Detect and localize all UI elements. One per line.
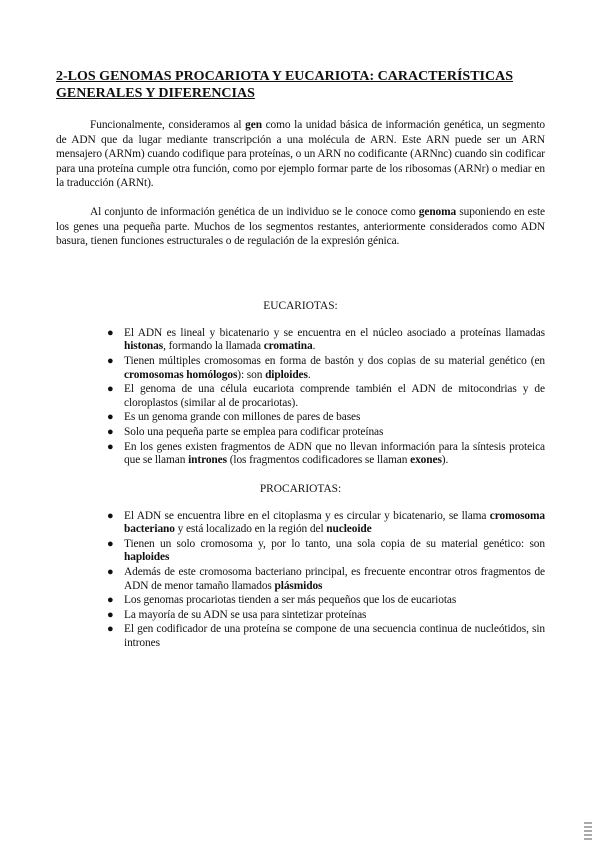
list-item	[107, 383, 545, 410]
bullet-icon: ●	[107, 623, 114, 636]
list-item	[107, 425, 545, 440]
bullet-icon: ●	[107, 509, 114, 522]
list-item	[107, 537, 545, 565]
intro-paragraph	[56, 205, 545, 249]
text-run: El ADN es lineal y bicatenario y se encuentra en el núcleo asociado a proteínas llamadas	[124, 326, 545, 339]
text-run: , formando la llamada	[163, 340, 264, 353]
text-run: Los genomas procariotas tienden a ser más pequeños que los de eucariotas	[124, 594, 457, 607]
bold-term: exones	[410, 454, 442, 467]
text-run: Al conjunto de información genética de un individuo se le conoce como	[90, 205, 419, 218]
list-item	[107, 566, 545, 593]
bold-term: haploides	[124, 551, 170, 564]
bullet-icon: ●	[107, 354, 114, 367]
bold-term: cromatina	[263, 340, 313, 353]
text-run: ).	[441, 454, 449, 467]
list-item	[107, 411, 545, 425]
bold-term: intrones	[188, 454, 227, 467]
bullet-icon: ●	[107, 608, 114, 621]
page-title: 2-LOS GENOMAS PROCARIOTA Y EUCARIOTA: CARACTERÍSTICAS GENERALES Y DIFERENCIAS	[56, 69, 513, 101]
text-run: Es un genoma grande con millones de pares de bases	[124, 411, 361, 424]
list-item	[107, 594, 545, 608]
bold-term: cromosoma bacteriano	[124, 509, 545, 536]
text-run: Además de este cromosoma bacteriano principal, es frecuente encontrar otros fragmentos de ADN de menor tamaño llamados	[124, 566, 545, 592]
bold-term: nucleoide	[326, 523, 372, 536]
bullet-icon: ●	[107, 326, 114, 339]
list-item	[107, 608, 545, 623]
text-run: El genoma de una célula eucariota comprende también el ADN de mitocondrias y de cloroplastos (similar al de procariotas).	[124, 383, 545, 409]
text-run: El gen codificador de una proteína se compone de una secuencia continua de nucleótidos, sin intrones	[124, 623, 545, 650]
bold-term: gen	[245, 119, 262, 131]
bold-term: genoma	[418, 205, 457, 218]
bullet-icon: ●	[107, 440, 114, 453]
intro-section	[56, 118, 545, 249]
bold-term: diploides	[265, 368, 308, 381]
bullet-icon: ●	[107, 411, 114, 424]
bullet-icon: ●	[107, 537, 114, 550]
bold-term: histonas	[124, 340, 164, 353]
eucariotas-heading: EUCARIOTAS:	[263, 299, 338, 312]
text-run: (los fragmentos codificadores se llaman	[226, 454, 411, 467]
text-run: como la unidad básica de información genética, un segmento de ADN que da lugar mediante transcripción a una molécula de ARN. Este ARN puede ser un ARN mensajero (ARNm) cuando codifique para proteínas, o un ARN no codificante (ARNnc) cuando sin codificar para una proteína cumple otra función, como por ejemplo formar parte de los ribosomas (ARNr) o mediar en la traducción (ARNt).	[56, 119, 545, 190]
procariotas-heading: PROCARIOTAS:	[259, 482, 342, 495]
intro-paragraph	[56, 118, 545, 191]
procariotas-list	[56, 510, 545, 651]
text-run: .	[312, 340, 316, 353]
list-item	[107, 509, 545, 537]
text-run: suponiendo en este los genes una pequeña parte. Muchos de los segmentos restantes, anteriormente considerados como ADN basura, tienen funciones estructurales o de regulación de la expresión génica.	[56, 205, 545, 248]
bold-term: cromosomas homólogos	[124, 368, 238, 381]
eucariotas-list	[56, 327, 545, 468]
page-corner-mark	[584, 822, 592, 842]
list-item	[107, 440, 545, 468]
text-run: Solo una pequeña parte se emplea para codificar proteínas	[124, 425, 384, 438]
text-run: .	[307, 368, 311, 381]
text-run: En los genes existen fragmentos de ADN que no llevan información para la síntesis proteica que se llaman	[124, 440, 545, 467]
text-run: Tienen múltiples cromosomas en forma de bastón y dos copias de su material genético (en	[124, 354, 545, 367]
bullet-icon: ●	[107, 566, 114, 579]
list-item	[107, 326, 545, 354]
text-run: Funcionalmente, consideramos al	[90, 119, 246, 131]
text-run: Tienen un solo cromosoma y, por lo tanto, una sola copia de su material genético: son	[124, 537, 545, 550]
text-run: ): son	[237, 368, 266, 381]
bold-term: plásmidos	[274, 579, 323, 592]
bullet-icon: ●	[107, 594, 114, 607]
bullet-icon: ●	[107, 383, 114, 396]
text-run: y está localizado en la región del	[174, 523, 327, 536]
text-run: La mayoría de su ADN se usa para sintetizar proteínas	[124, 608, 367, 621]
document-page	[56, 68, 545, 652]
list-item	[107, 354, 545, 382]
bullet-icon: ●	[107, 425, 114, 438]
text-run: El ADN se encuentra libre en el citoplasma y es circular y bicatenario, se llama	[124, 509, 490, 522]
list-item	[107, 623, 545, 650]
